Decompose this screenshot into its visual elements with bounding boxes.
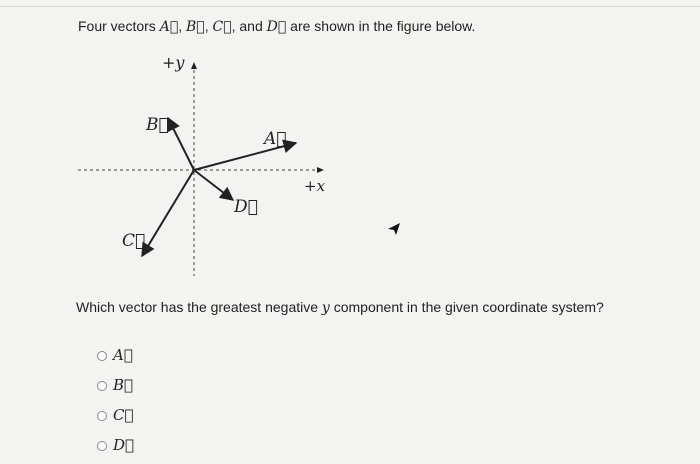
option-c[interactable] (97, 401, 134, 431)
y-axis-arrowhead (191, 62, 197, 69)
radio-button[interactable] (97, 381, 107, 391)
question-variable: y (321, 300, 330, 316)
vector-d-arrow (194, 170, 233, 200)
vector-a-symbol: A⃗ (159, 19, 179, 35)
option-label: B⃗ (113, 376, 134, 394)
vector-a-label: A⃗ (264, 129, 287, 149)
vector-d-symbol: D⃗ (266, 19, 287, 35)
option-label: C⃗ (113, 406, 134, 424)
x-axis-label: +x (304, 177, 326, 195)
radio-button[interactable] (97, 351, 107, 361)
option-d[interactable] (97, 431, 134, 461)
vector-b-arrow (168, 118, 194, 170)
vector-d-label: D⃗ (234, 197, 258, 217)
question-text: Which vector has the greatest negative y component in the given coordinate system? (76, 299, 604, 316)
option-b[interactable] (97, 371, 134, 401)
vector-figure (70, 48, 350, 283)
option-label: D⃗ (113, 436, 135, 454)
option-label: A⃗ (113, 346, 133, 364)
radio-button[interactable] (97, 411, 107, 421)
answer-options (97, 341, 134, 461)
vector-b-label: B⃗ (146, 115, 169, 135)
option-a[interactable] (97, 341, 134, 371)
intro-text: Four vectors A⃗, B⃗, C⃗, and D⃗ are shown in the figure below. (78, 18, 476, 35)
y-axis-label: +y (162, 53, 185, 72)
x-axis-arrowhead (317, 167, 324, 173)
top-divider (0, 6, 700, 7)
vector-c-arrow (142, 170, 194, 256)
vector-c-label: C⃗ (122, 231, 146, 251)
radio-button[interactable] (97, 441, 107, 451)
vector-b-symbol: B⃗ (186, 19, 205, 35)
vector-c-symbol: C⃗ (212, 19, 232, 35)
mouse-cursor-icon (387, 222, 401, 236)
